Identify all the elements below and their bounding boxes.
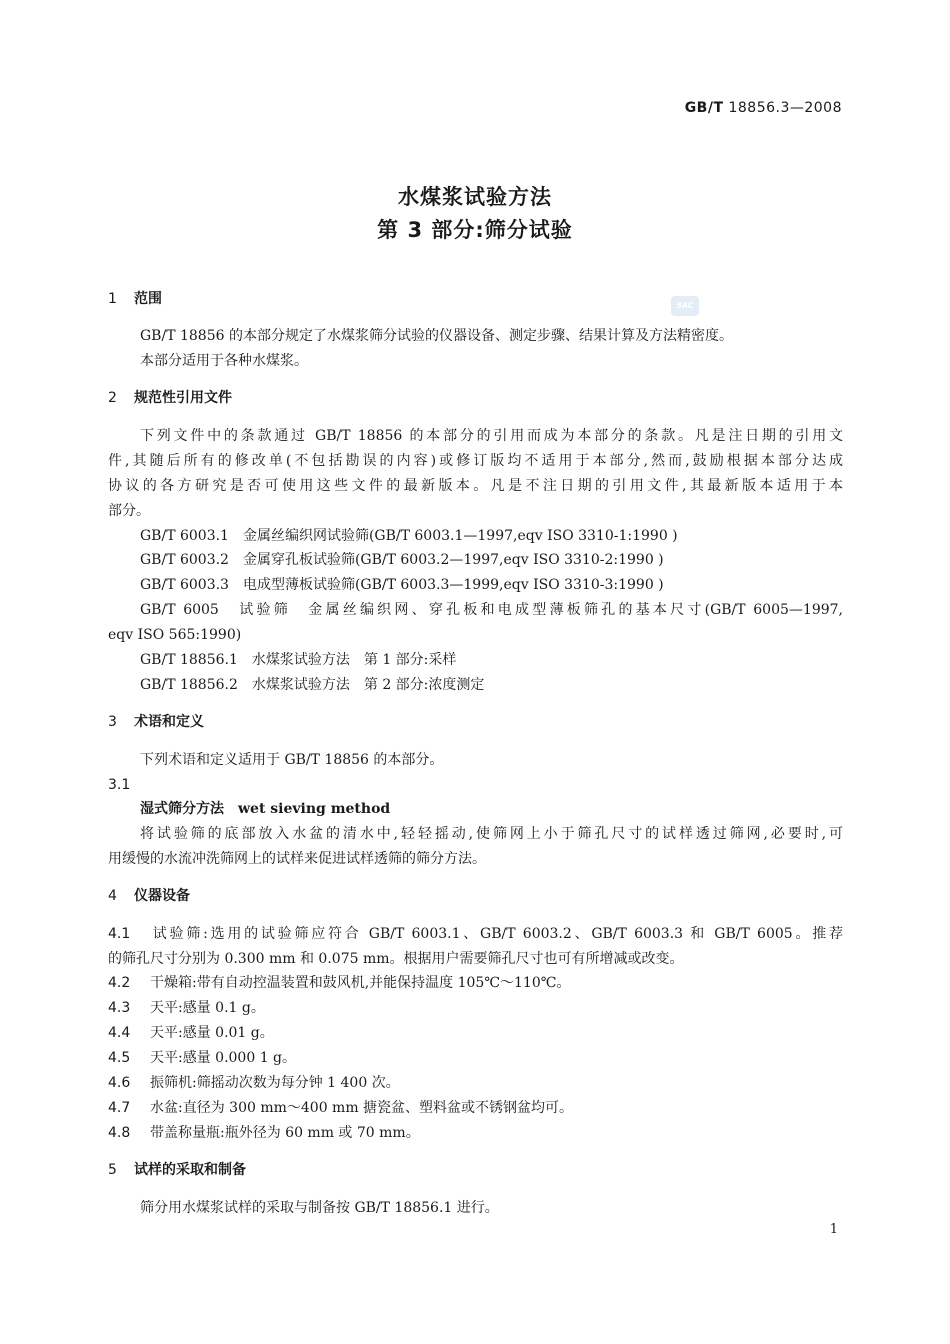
section-2-paragraph: 下列文件中的条款通过 GB/T 18856 的本部分的引用而成为本部分的条款。凡是注日期的引用文 <box>140 428 843 444</box>
document-title-line1: 水煤浆试验方法 <box>398 185 552 209</box>
section-3-paragraph: 下列术语和定义适用于 GB/T 18856 的本部分。 <box>140 752 444 768</box>
clause-item: 4.2 干燥箱:带有自动控温装置和鼓风机,并能保持温度 105℃～110℃。 <box>108 975 571 991</box>
reference-item: GB/T 18856.1 水煤浆试验方法 第 1 部分:采样 <box>140 652 457 668</box>
section-4-heading: 4 仪器设备 <box>108 888 190 904</box>
clause-item: 4.3 天平:感量 0.1 g。 <box>108 1000 265 1016</box>
reference-item: GB/T 18856.2 水煤浆试验方法 第 2 部分:浓度测定 <box>140 677 485 693</box>
section-2-paragraph: 部分。 <box>108 503 150 519</box>
clause-item: 4.4 天平:感量 0.01 g。 <box>108 1025 274 1041</box>
section-1-paragraph: GB/T 18856 的本部分规定了水煤浆筛分试验的仪器设备、测定步骤、结果计算及方法精密度。 <box>140 328 733 344</box>
section-1-heading: 1 范围 <box>108 291 162 307</box>
clause-item: 4.7 水盆:直径为 300 mm～400 mm 搪瓷盆、塑料盆或不锈钢盆均可。 <box>108 1100 574 1116</box>
reference-item: GB/T 6005 试验筛 金属丝编织网、穿孔板和电成型薄板筛孔的基本尺寸(GB/T 6005—1997, <box>140 602 843 618</box>
page-number: 1 <box>829 1222 838 1237</box>
clause-item: 4.1 试验筛:选用的试验筛应符合 GB/T 6003.1、GB/T 6003.2、GB/T 6003.3 和 GB/T 6005。推荐 <box>108 926 843 942</box>
sac-watermark-logo: SAC <box>671 296 699 316</box>
clause-item: 4.8 带盖称量瓶:瓶外径为 60 mm 或 70 mm。 <box>108 1125 420 1141</box>
clause-item: 4.5 天平:感量 0.000 1 g。 <box>108 1050 297 1066</box>
section-2-heading: 2 规范性引用文件 <box>108 390 232 406</box>
section-2-paragraph: 协议的各方研究是否可使用这些文件的最新版本。凡是不注日期的引用文件,其最新版本适用于本 <box>108 478 843 494</box>
reference-item: GB/T 6003.1 金属丝编织网试验筛(GB/T 6003.1—1997,eqv ISO 3310-1:1990 ) <box>140 528 678 544</box>
section-5-paragraph: 筛分用水煤浆试样的采取与制备按 GB/T 18856.1 进行。 <box>140 1200 499 1216</box>
section-2-paragraph: 件,其随后所有的修改单(不包括勘误的内容)或修订版均不适用于本部分,然而,鼓励根据本部分达成 <box>108 453 843 469</box>
section-5-heading: 5 试样的采取和制备 <box>108 1162 246 1178</box>
term-definition: 将试验筛的底部放入水盆的清水中,轻轻摇动,使筛网上小于筛孔尺寸的试样透过筛网,必要时,可 <box>140 826 843 842</box>
reference-item: eqv ISO 565:1990) <box>108 627 242 643</box>
clause-item: 的筛孔尺寸分别为 0.300 mm 和 0.075 mm。根据用户需要筛孔尺寸也可有所增减或改变。 <box>108 951 684 967</box>
clause-number: 3.1 <box>108 777 131 793</box>
term-entry: 湿式筛分方法 wet sieving method <box>140 801 391 817</box>
section-3-heading: 3 术语和定义 <box>108 714 204 730</box>
section-1-paragraph: 本部分适用于各种水煤浆。 <box>140 353 308 369</box>
clause-item: 4.6 振筛机:筛摇动次数为每分钟 1 400 次。 <box>108 1075 400 1091</box>
standard-code: GB/T 18856.3—2008 <box>684 100 842 116</box>
document-title-line2: 第 3 部分:筛分试验 <box>377 218 573 242</box>
reference-item: GB/T 6003.2 金属穿孔板试验筛(GB/T 6003.2—1997,eqv ISO 3310-2:1990 ) <box>140 552 664 568</box>
term-definition: 用缓慢的水流冲洗筛网上的试样来促进试样透筛的筛分方法。 <box>108 851 486 867</box>
reference-item: GB/T 6003.3 电成型薄板试验筛(GB/T 6003.3—1999,eqv ISO 3310-3:1990 ) <box>140 577 664 593</box>
